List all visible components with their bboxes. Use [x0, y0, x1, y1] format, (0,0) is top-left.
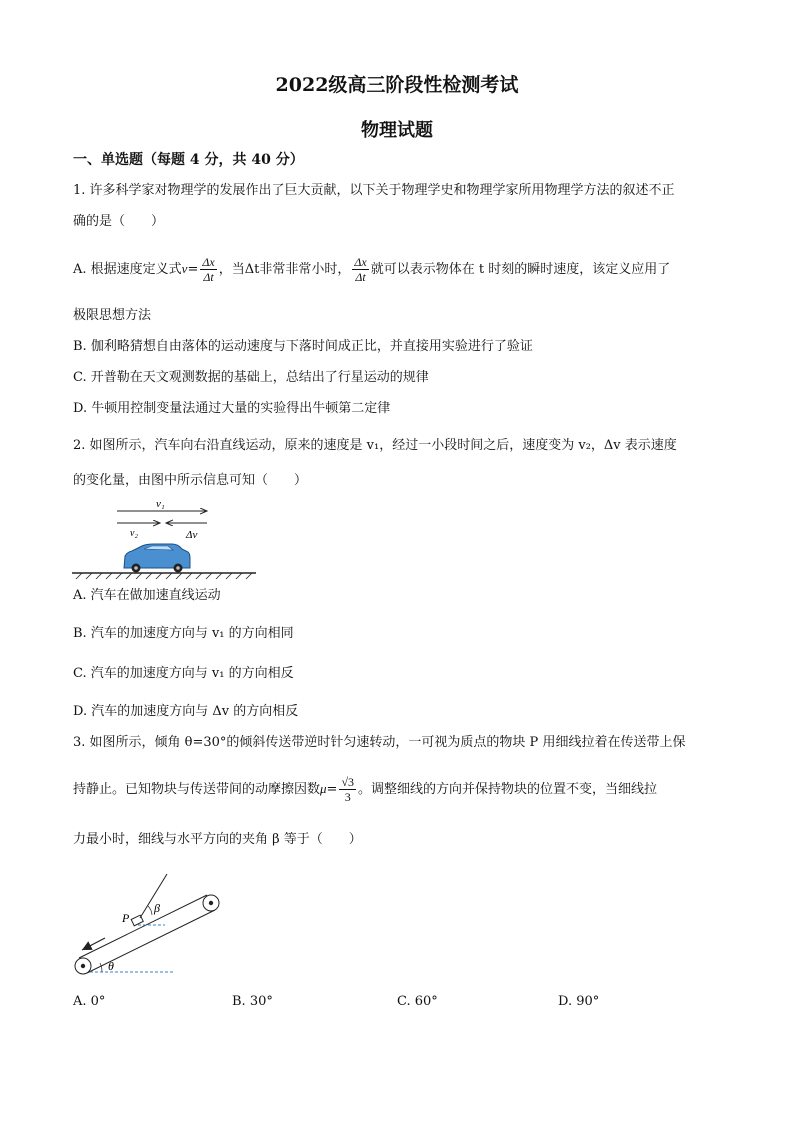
- q1-option-c: C. 开普勒在天文观测数据的基础上，总结出了行星运动的规律: [73, 370, 429, 385]
- delta-v-label: Δv: [186, 529, 198, 541]
- velocity-symbol: v: [181, 261, 188, 276]
- q3-stem-line2: [73, 769, 657, 810]
- v1-label: v₁: [156, 498, 165, 510]
- q1-stem-line2: 确的是（ ）: [73, 214, 165, 229]
- velocity-fraction: [200, 255, 216, 284]
- q2-stem-line2: 的变化量，由图中所示信息可知（ ）: [73, 473, 308, 488]
- q1-option-a-line2: 极限思想方法: [73, 308, 152, 323]
- mu-fraction: [339, 775, 356, 804]
- q1-option-d: D. 牛顿用控制变量法通过大量的实验得出牛顿第二定律: [73, 401, 391, 416]
- exam-title: 2022级高三阶段性检测考试: [275, 74, 519, 96]
- conveyor-belt-figure: [70, 868, 230, 980]
- beta-label: β: [154, 901, 160, 915]
- q3-stem-pre: 持静止。已知物块与传送带间的动摩擦因数: [73, 782, 321, 797]
- fraction-denominator: Δt: [355, 270, 366, 284]
- subject-title: 物理试题: [361, 120, 433, 141]
- beta-angle-arc: [148, 906, 152, 915]
- q2-stem-line1: 2. 如图所示，汽车向右沿直线运动，原来的速度是 v₁，经过一小段时间之后，速度变为 v₂，Δv 表示速度: [73, 438, 677, 453]
- fraction-numerator: Δx: [202, 255, 215, 269]
- q2-option-c: C. 汽车的加速度方向与 v₁ 的方向相反: [73, 666, 294, 681]
- v2-label: v₂: [130, 528, 138, 539]
- equals-sign: =: [187, 262, 199, 277]
- theta-label: θ: [108, 959, 114, 973]
- mu-symbol: μ: [320, 781, 327, 796]
- q3-option-d: D. 90°: [558, 994, 600, 1009]
- q2-option-a: A. 汽车在做加速直线运动: [73, 588, 221, 603]
- fraction-numerator: √3: [341, 775, 355, 789]
- q1-stem-line1: 1. 许多科学家对物理学的发展作出了巨大贡献，以下关于物理学史和物理学家所用物理学方法的叙述不正: [73, 183, 675, 198]
- q1-option-a-prefix: A. 根据速度定义式: [73, 262, 182, 277]
- ratio-fraction: [352, 255, 368, 284]
- block-label: P: [122, 911, 130, 925]
- q1-option-a-tail: 就可以表示物体在 t 时刻的瞬时速度，该定义应用了: [370, 262, 671, 277]
- q1-option-a: [73, 249, 670, 290]
- car-icon: [124, 544, 190, 573]
- car-velocity-figure: [72, 496, 262, 580]
- q3-option-b: B. 30°: [232, 994, 273, 1009]
- belt-motion-arrow: [82, 938, 105, 950]
- ground-hatching: [76, 573, 252, 579]
- q2-option-d: D. 汽车的加速度方向与 Δv 的方向相反: [73, 704, 299, 719]
- belt-lower-edge: [87, 910, 215, 973]
- q3-option-c: C. 60°: [397, 994, 438, 1009]
- section-heading: 一、单选题（每题 4 分，共 40 分）: [73, 152, 304, 168]
- q3-stem-line1: 3. 如图所示，倾角 θ=30°的倾斜传送带逆时针匀速转动，一可视为质点的物块 P 用细线拉着在传送带上保: [73, 735, 686, 750]
- q1-option-a-mid: ，当Δt非常非常小时，: [218, 262, 351, 277]
- fraction-denominator: 3: [344, 790, 351, 804]
- q1-option-b: B. 伽利略猜想自由落体的运动速度与下落时间成正比，并直接用实验进行了验证: [73, 339, 533, 354]
- q3-stem-post: 。调整细线的方向并保持物块的位置不变，当细线拉: [358, 782, 658, 797]
- q2-option-b: B. 汽车的加速度方向与 v₁ 的方向相同: [73, 626, 294, 641]
- equals-sign: =: [326, 782, 338, 797]
- fraction-denominator: Δt: [203, 270, 214, 284]
- theta-angle-arc: [100, 963, 102, 972]
- q3-stem-line3: 力最小时，细线与水平方向的夹角 β 等于（ ）: [73, 832, 362, 847]
- belt-upper-edge: [79, 895, 207, 958]
- q3-option-a: A. 0°: [73, 994, 106, 1009]
- fraction-numerator: Δx: [354, 255, 367, 269]
- block-p: [131, 915, 143, 926]
